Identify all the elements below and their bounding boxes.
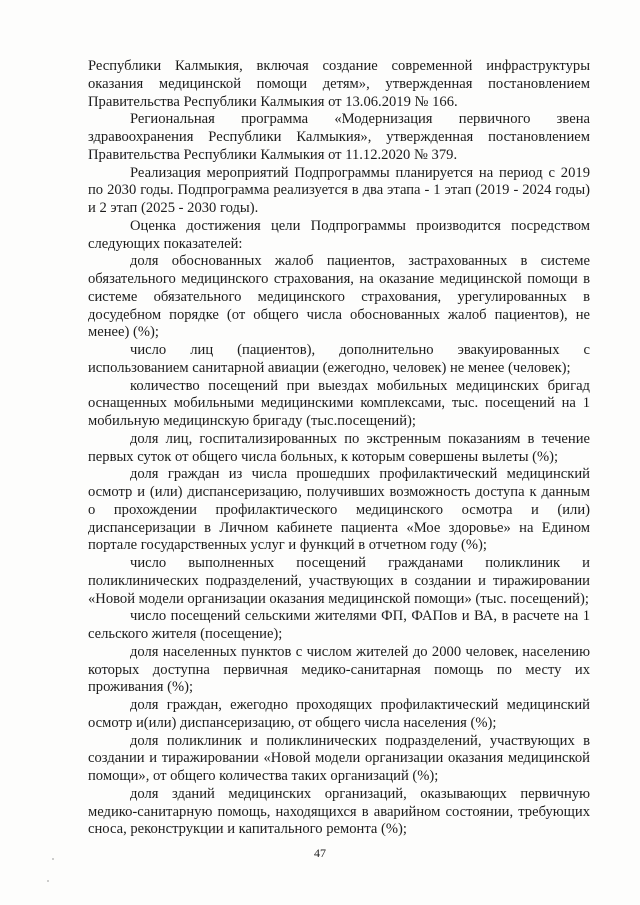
indicator-item: доля граждан, ежегодно проходящих профилактический медицинский осмотр и(или) диспансеризацию, от общего числа населения (%); [88, 697, 590, 731]
paragraph-regional-program: Региональная программа «Модернизация первичного звена здравоохранения Республики Калмыкия», утвержденная постановлением Правительства Республики Калмыкия от 11.12.2020 № 379. [88, 111, 590, 163]
indicator-item: доля зданий медицинских организаций, оказывающих первичную медико-санитарную помощь, находящихся в аварийном состоянии, требующих сноса, реконструкции и капитального ремонта (%); [88, 785, 590, 838]
paragraph-implementation-period: Реализация мероприятий Подпрограммы планируется на период с 2019 по 2030 годы. Подпрограмма реализуется в два этапа - 1 этап (2019 - 2024 годы) и 2 этап (2025 - 2030 годы). [88, 164, 590, 216]
indicator-item: число посещений сельскими жителями ФП, ФАПов и ВА, в расчете на 1 сельского жителя (посещение); [88, 608, 590, 642]
indicator-item: доля обоснованных жалоб пациентов, застрахованных в системе обязательного медицинского страхования, на оказание медицинской помощи в системе обязательного медицинского страхования, урегулированных в досудебном порядке (от общего числа обоснованных жалоб пациентов), не менее) (%); [88, 253, 590, 341]
indicator-item: доля граждан из числа прошедших профилактический медицинский осмотр и (или) диспансеризацию, получивших возможность доступа к данным о прохождении профилактического медицинского осмотра и (или) диспансеризации в Личном кабинете пациента «Мое здоровье» на Едином портале государственных услуг и функций в отчетном году (%); [88, 466, 590, 554]
indicator-item: доля поликлиник и поликлинических подразделений, участвующих в создании и тиражировании «Новой модели организации оказания медицинской помощи», от общего количества таких организаций (%); [88, 732, 590, 784]
page-body [88, 58, 590, 839]
paragraph-continuation: Республики Калмыкия, включая создание современной инфраструктуры оказания медицинской помощи детям», утвержденная постановлением Правительства Республики Калмыкия от 13.06.2019 № 166. [88, 58, 590, 110]
indicator-item: доля лиц, госпитализированных по экстренным показаниям в течение первых суток от общего числа больных, к которым совершены вылеты (%); [88, 430, 590, 465]
scan-speck [52, 858, 54, 860]
scan-speck [47, 880, 49, 882]
indicator-item: доля населенных пунктов с числом жителей до 2000 человек, населению которых доступна первичная медико-санитарная помощь по месту их проживания (%); [88, 643, 590, 696]
page-number: 47 [314, 846, 326, 860]
paragraph-assessment-intro: Оценка достижения цели Подпрограммы производится посредством следующих показателей: [88, 217, 590, 252]
indicator-item: количество посещений при выездах мобильных медицинских бригад оснащенных мобильными медицинскими комплексами, тыс. посещений на 1 мобильную медицинскую бригаду (тыс.посещений); [88, 377, 590, 429]
indicator-item: число выполненных посещений гражданами поликлиник и поликлинических подразделений, участвующих в создании и тиражировании «Новой модели организации оказания медицинской помощи» (тыс. посещений); [88, 555, 590, 607]
indicator-item: число лиц (пациентов), дополнительно эвакуированных с использованием санитарной авиации (ежегодно, человек) не менее (человек); [88, 342, 590, 376]
